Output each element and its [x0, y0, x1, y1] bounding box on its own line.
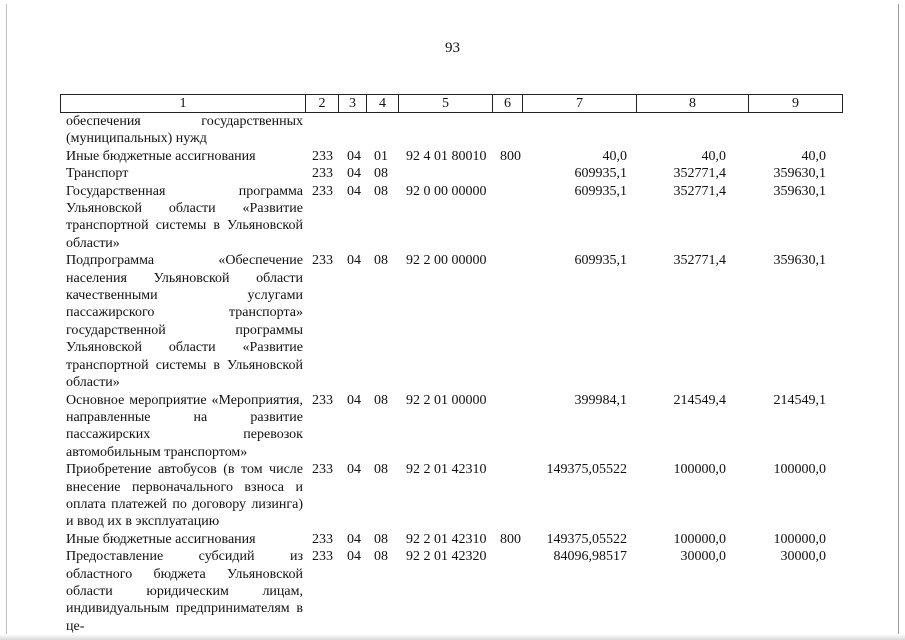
cell-target-article: 92 2 01 42320 — [406, 549, 487, 565]
budget-table-body — [0, 113, 905, 635]
cell-target-article: 92 4 01 80010 — [406, 148, 487, 164]
cell-ministry: 233 — [312, 531, 333, 547]
cell-section: 04 — [347, 183, 361, 199]
cell-amount-col9: 100000,0 — [773, 531, 826, 547]
cell-amount-col8: 30000,0 — [680, 549, 726, 565]
header-col-8: 8 — [637, 95, 749, 113]
header-col-1: 1 — [61, 95, 306, 113]
cell-target-article: 92 2 01 42310 — [406, 462, 487, 478]
header-col-3: 3 — [339, 95, 367, 113]
cell-amount-col9: 40,0 — [801, 148, 826, 164]
cell-amount-col7: 609935,1 — [574, 253, 627, 269]
cell-target-article: 92 2 01 42310 — [406, 531, 487, 547]
table-row — [0, 113, 905, 148]
header-col-6: 6 — [493, 95, 523, 113]
cell-target-article: 92 2 00 00000 — [406, 253, 487, 269]
cell-subsection: 08 — [374, 392, 388, 408]
row-description: Предоставление субсидий из областного бюджета Ульяновской области юридическим лицам, индивидуальным предпринимателям в це- — [66, 549, 303, 634]
cell-amount-col8: 100000,0 — [673, 531, 726, 547]
table-row — [0, 548, 905, 635]
cell-target-article: 92 0 00 00000 — [406, 183, 487, 199]
row-description: обеспечения государственных (муниципальных) нужд — [66, 114, 303, 147]
header-col-5: 5 — [399, 95, 493, 113]
cell-amount-col8: 214549,4 — [673, 392, 726, 408]
column-header-table — [60, 94, 843, 113]
cell-section: 04 — [347, 549, 361, 565]
table-row — [0, 531, 905, 548]
cell-amount-col9: 214549,1 — [773, 392, 826, 408]
cell-expense-type: 800 — [500, 148, 521, 164]
row-description: Подпрограмма «Обеспечение населения Ульяновской области качественными услугами пассажирского транспорта» государственной программы Ульяновской области «Развитие транспортной системы в Ульяновской области» — [66, 253, 303, 391]
cell-ministry: 233 — [312, 166, 333, 182]
header-col-2: 2 — [306, 95, 339, 113]
cell-target-article: 92 2 01 00000 — [406, 392, 487, 408]
header-col-7: 7 — [523, 95, 637, 113]
cell-section: 04 — [347, 462, 361, 478]
table-row — [0, 392, 905, 462]
cell-section: 04 — [347, 148, 361, 164]
cell-subsection: 08 — [374, 183, 388, 199]
cell-amount-col7: 84096,98517 — [553, 549, 627, 565]
cell-subsection: 08 — [374, 549, 388, 565]
cell-subsection: 08 — [374, 166, 388, 182]
row-description: Государственная программа Ульяновской области «Развитие транспортной системы в Ульяновской области» — [66, 183, 303, 251]
cell-ministry: 233 — [312, 253, 333, 269]
cell-amount-col8: 352771,4 — [673, 253, 726, 269]
row-description: Основное мероприятие «Мероприятия, направленные на развитие пассажирских перевозок автомобильным транспортом» — [66, 392, 303, 460]
table-row — [0, 165, 905, 182]
cell-subsection: 08 — [374, 462, 388, 478]
cell-subsection: 01 — [374, 148, 388, 164]
cell-amount-col7: 609935,1 — [574, 183, 627, 199]
header-col-4: 4 — [367, 95, 399, 113]
row-description: Иные бюджетные ассигнования — [66, 531, 256, 547]
cell-amount-col9: 30000,0 — [780, 549, 826, 565]
cell-ministry: 233 — [312, 462, 333, 478]
cell-expense-type: 800 — [500, 531, 521, 547]
cell-amount-col9: 359630,1 — [773, 183, 826, 199]
cell-ministry: 233 — [312, 148, 333, 164]
cell-ministry: 233 — [312, 183, 333, 199]
table-row — [0, 148, 905, 165]
cell-amount-col7: 399984,1 — [574, 392, 627, 408]
row-description: Приобретение автобусов (в том числе внесение первоначального взноса и оплата платежей по договору лизинга) и ввод их в эксплуатацию — [66, 462, 303, 530]
cell-subsection: 08 — [374, 531, 388, 547]
row-description: Транспорт — [66, 166, 129, 182]
cell-ministry: 233 — [312, 549, 333, 565]
cell-section: 04 — [347, 531, 361, 547]
cell-amount-col7: 149375,05522 — [546, 462, 627, 478]
page-number: 93 — [445, 40, 460, 56]
cell-amount-col8: 40,0 — [701, 148, 726, 164]
cell-section: 04 — [347, 253, 361, 269]
cell-amount-col7: 149375,05522 — [546, 531, 627, 547]
cell-amount-col9: 100000,0 — [773, 462, 826, 478]
header-col-9: 9 — [749, 95, 843, 113]
table-row — [0, 183, 905, 253]
cell-amount-col9: 359630,1 — [773, 166, 826, 182]
cell-amount-col8: 352771,4 — [673, 183, 726, 199]
cell-amount-col8: 352771,4 — [673, 166, 726, 182]
cell-amount-col7: 40,0 — [602, 148, 627, 164]
table-row — [0, 252, 905, 391]
cell-subsection: 08 — [374, 253, 388, 269]
cell-amount-col7: 609935,1 — [574, 166, 627, 182]
cell-ministry: 233 — [312, 392, 333, 408]
table-row — [0, 461, 905, 531]
cell-amount-col8: 100000,0 — [673, 462, 726, 478]
cell-section: 04 — [347, 392, 361, 408]
cell-section: 04 — [347, 166, 361, 182]
row-description: Иные бюджетные ассигнования — [66, 148, 256, 164]
cell-amount-col9: 359630,1 — [773, 253, 826, 269]
